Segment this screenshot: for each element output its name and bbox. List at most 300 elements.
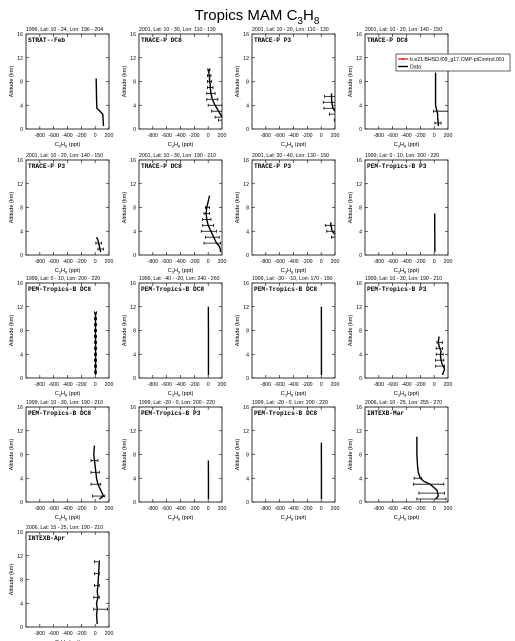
panel-header: 1999, Lat: -20 - 0, Lon: 200 - 220 <box>139 400 215 406</box>
x-tick-label: 0 <box>93 631 97 637</box>
y-tick-label: 12 <box>17 428 23 435</box>
panel-6 <box>122 153 226 275</box>
y-tick-label: 4 <box>246 352 249 359</box>
x-tick-label: -200 <box>76 506 87 512</box>
x-tick-label: -400 <box>62 382 73 388</box>
plot-frame <box>252 34 335 129</box>
plot-frame <box>26 160 109 255</box>
y-tick-label: 8 <box>246 79 249 86</box>
x-axis-label: $C_3H_8$ (ppt) <box>280 391 307 398</box>
y-axis-label: Altitude (km) <box>348 438 354 471</box>
x-tick-label: -400 <box>288 259 299 265</box>
x-axis-label: $C_3H_8$ (ppt) <box>54 142 81 149</box>
x-tick-label: 200 <box>104 631 114 637</box>
y-tick-label: 12 <box>17 304 23 311</box>
x-axis-label: $C_3H_8$ (ppt) <box>393 515 420 522</box>
plot-frame <box>252 283 335 378</box>
x-tick-label: -800 <box>260 382 272 388</box>
y-axis-label: Altitude (km) <box>348 191 354 224</box>
x-tick-label: -800 <box>34 133 46 139</box>
y-tick-label: 8 <box>20 328 23 335</box>
x-tick-label: 200 <box>330 133 340 139</box>
x-tick-label: -400 <box>175 506 186 512</box>
x-tick-label: -600 <box>387 382 398 388</box>
y-axis-label: Altitude (km) <box>9 563 15 596</box>
x-tick-label: -400 <box>175 259 186 265</box>
campaign-label: PEM-Tropics-B P3 <box>141 410 201 417</box>
y-tick-label: 16 <box>243 158 249 164</box>
campaign-label: TRACE-P DC8 <box>367 37 408 44</box>
y-tick-label: 0 <box>359 253 362 259</box>
x-tick-label: -400 <box>401 382 412 388</box>
x-axis-label: $C_3H_8$ (ppt) <box>167 391 194 398</box>
x-tick-label: -400 <box>288 133 299 139</box>
y-tick-label: 4 <box>20 229 23 236</box>
x-tick-label: 0 <box>319 382 323 388</box>
legend-model-label: b.e21.BHSD.f09_g17.CMP-piControl.001 <box>410 57 505 63</box>
panel-header: 1999, Lat: -20 - 0, Lon: 200 - 220 <box>252 400 328 406</box>
x-axis-label: $C_3H_8$ (ppt) <box>54 268 81 275</box>
y-tick-label: 8 <box>359 452 362 459</box>
legend-model-marker <box>402 58 404 60</box>
x-tick-label: -600 <box>161 382 172 388</box>
panel-14 <box>122 400 226 522</box>
x-tick-label: 0 <box>206 133 210 139</box>
y-tick-label: 12 <box>130 181 136 188</box>
plot-area <box>96 79 103 127</box>
campaign-label: TRACE-P P3 <box>254 37 292 44</box>
y-tick-label: 4 <box>246 229 249 236</box>
data-profile-line <box>417 437 438 499</box>
x-tick-label: 0 <box>432 133 436 139</box>
x-tick-label: 200 <box>330 382 340 388</box>
x-tick-label: -600 <box>48 259 59 265</box>
y-tick-label: 16 <box>17 281 23 287</box>
y-tick-label: 4 <box>133 476 136 483</box>
x-tick-label: -800 <box>373 133 385 139</box>
x-tick-label: 200 <box>104 259 114 265</box>
y-tick-label: 12 <box>243 181 249 188</box>
panel-17 <box>9 525 113 641</box>
campaign-label: PEM-Tropics-B P3 <box>367 286 427 293</box>
x-tick-label: -800 <box>373 382 385 388</box>
x-tick-label: -200 <box>415 259 426 265</box>
y-axis-label: Altitude (km) <box>122 438 128 471</box>
y-tick-label: 16 <box>130 32 136 38</box>
y-tick-label: 12 <box>17 553 23 560</box>
plot-area <box>436 336 445 375</box>
y-tick-label: 12 <box>130 428 136 435</box>
x-tick-label: 0 <box>93 133 97 139</box>
y-tick-label: 4 <box>133 103 136 110</box>
x-tick-label: -400 <box>62 631 73 637</box>
plot-frame <box>252 407 335 502</box>
x-tick-label: -800 <box>147 506 159 512</box>
plot-area <box>207 65 284 127</box>
x-tick-label: -600 <box>48 133 59 139</box>
y-tick-label: 12 <box>130 55 136 62</box>
y-tick-label: 8 <box>246 328 249 335</box>
plot-frame <box>365 407 448 502</box>
plot-frame <box>26 407 109 502</box>
y-tick-label: 12 <box>243 428 249 435</box>
panel-10 <box>122 276 226 398</box>
y-tick-label: 0 <box>246 127 249 133</box>
y-tick-label: 12 <box>243 304 249 311</box>
y-tick-label: 16 <box>130 158 136 164</box>
y-tick-label: 8 <box>20 205 23 212</box>
y-tick-label: 12 <box>243 55 249 62</box>
y-tick-label: 0 <box>246 253 249 259</box>
plot-area <box>433 73 449 126</box>
panel-13 <box>9 400 113 522</box>
x-tick-label: -200 <box>415 506 426 512</box>
plot-frame <box>365 283 448 378</box>
x-tick-label: -800 <box>34 506 46 512</box>
x-tick-label: -600 <box>274 506 285 512</box>
x-tick-label: -200 <box>189 506 200 512</box>
y-tick-label: 0 <box>133 253 136 259</box>
x-tick-label: 0 <box>432 382 436 388</box>
campaign-label: PEM-Tropics-B DC8 <box>141 286 205 293</box>
y-tick-label: 0 <box>246 500 249 506</box>
y-tick-label: 4 <box>133 229 136 236</box>
x-tick-label: 200 <box>104 133 114 139</box>
y-tick-label: 16 <box>130 405 136 411</box>
x-tick-label: 0 <box>206 259 210 265</box>
panel-3 <box>235 27 360 149</box>
y-tick-label: 8 <box>20 79 23 86</box>
y-tick-label: 0 <box>133 376 136 382</box>
x-tick-label: -800 <box>260 133 272 139</box>
x-tick-label: -800 <box>373 259 385 265</box>
x-tick-label: -400 <box>62 133 73 139</box>
x-tick-label: -200 <box>415 382 426 388</box>
x-axis-label: $C_3H_8$ (ppt) <box>280 142 307 149</box>
x-tick-label: -400 <box>401 259 412 265</box>
y-tick-label: 8 <box>133 205 136 212</box>
y-tick-label: 4 <box>20 352 23 359</box>
x-tick-label: -200 <box>76 631 87 637</box>
x-tick-label: -600 <box>274 382 285 388</box>
x-tick-label: 0 <box>432 506 436 512</box>
y-axis-label: Altitude (km) <box>235 314 241 347</box>
x-tick-label: -600 <box>161 133 172 139</box>
y-tick-label: 0 <box>20 500 23 506</box>
x-tick-label: -200 <box>302 133 313 139</box>
campaign-label: PEM-Tropics-B DC8 <box>254 286 318 293</box>
y-tick-label: 16 <box>243 281 249 287</box>
x-tick-label: -800 <box>147 382 159 388</box>
y-axis-label: Altitude (km) <box>9 191 15 224</box>
y-axis-label: Altitude (km) <box>235 191 241 224</box>
y-axis-label: Altitude (km) <box>9 314 15 347</box>
x-tick-label: 0 <box>93 506 97 512</box>
panel-15 <box>235 400 339 522</box>
x-tick-label: -600 <box>161 506 172 512</box>
x-tick-label: -200 <box>76 382 87 388</box>
panel-header: 2001, Lat: 10 - 20, Lon: 140 - 150 <box>26 153 104 159</box>
panel-8 <box>348 153 452 275</box>
x-tick-label: 0 <box>93 382 97 388</box>
x-tick-label: -200 <box>76 133 87 139</box>
x-tick-label: -400 <box>288 382 299 388</box>
panel-header: 1996, Lat: 10 - 24, Lon: 196 - 204 <box>26 27 104 33</box>
x-tick-label: -200 <box>76 259 87 265</box>
y-tick-label: 16 <box>17 32 23 38</box>
y-tick-label: 0 <box>20 625 23 631</box>
x-tick-label: 200 <box>443 506 453 512</box>
plot-area <box>96 237 104 252</box>
x-tick-label: -600 <box>274 133 285 139</box>
panel-header: 2001, Lat: 10 - 20, Lon: 140 - 150 <box>365 27 443 33</box>
y-axis-label: Altitude (km) <box>122 314 128 347</box>
x-tick-label: -400 <box>401 133 412 139</box>
campaign-label: INTEXB-Mar <box>367 410 405 417</box>
x-tick-label: -800 <box>373 506 385 512</box>
panel-4 <box>348 27 452 149</box>
y-tick-label: 4 <box>359 103 362 110</box>
x-tick-label: -200 <box>415 133 426 139</box>
y-tick-label: 4 <box>20 476 23 483</box>
x-tick-label: -600 <box>274 259 285 265</box>
y-tick-label: 12 <box>356 55 362 62</box>
x-tick-label: -600 <box>48 506 59 512</box>
x-tick-label: -400 <box>62 259 73 265</box>
plot-frame <box>252 160 335 255</box>
y-tick-label: 0 <box>359 500 362 506</box>
panel-1 <box>9 27 113 149</box>
x-tick-label: -400 <box>288 506 299 512</box>
y-tick-label: 4 <box>246 103 249 110</box>
x-axis-label: $C_3H_8$ (ppt) <box>167 268 194 275</box>
y-tick-label: 12 <box>356 428 362 435</box>
y-tick-label: 16 <box>243 32 249 38</box>
y-tick-label: 16 <box>356 405 362 411</box>
y-tick-label: 16 <box>17 405 23 411</box>
y-tick-label: 4 <box>359 352 362 359</box>
x-tick-label: 200 <box>217 382 227 388</box>
campaign-label: PEM-Tropics-B P3 <box>367 163 427 170</box>
y-tick-label: 8 <box>246 452 249 459</box>
x-tick-label: -600 <box>387 506 398 512</box>
x-tick-label: 200 <box>443 133 453 139</box>
x-tick-label: -200 <box>189 259 200 265</box>
y-tick-label: 0 <box>20 127 23 133</box>
plot-area <box>325 222 383 252</box>
y-tick-label: 8 <box>133 452 136 459</box>
y-axis-label: Altitude (km) <box>122 65 128 98</box>
x-tick-label: -200 <box>302 259 313 265</box>
y-tick-label: 4 <box>20 103 23 110</box>
x-tick-label: -600 <box>48 631 59 637</box>
x-tick-label: -200 <box>302 382 313 388</box>
y-tick-label: 8 <box>359 79 362 86</box>
x-tick-label: 0 <box>319 506 323 512</box>
plot-frame <box>365 160 448 255</box>
y-tick-label: 0 <box>133 127 136 133</box>
figure-title: Tropics MAM $C_3H_8$ <box>194 7 320 27</box>
x-tick-label: -800 <box>260 259 272 265</box>
y-axis-label: Altitude (km) <box>348 314 354 347</box>
x-tick-label: -800 <box>260 506 272 512</box>
y-tick-label: 16 <box>356 281 362 287</box>
y-tick-label: 12 <box>356 181 362 188</box>
y-tick-label: 8 <box>359 205 362 212</box>
y-tick-label: 8 <box>359 328 362 335</box>
x-tick-label: -400 <box>401 506 412 512</box>
panel-header: 1999, Lat: 10 - 30, Lon: 190 - 210 <box>365 276 443 282</box>
y-tick-label: 8 <box>133 79 136 86</box>
panel-header: 1999, Lat: 0 - 10, Lon: 200 - 220 <box>365 153 440 159</box>
plot-frame <box>139 283 222 378</box>
y-axis-label: Altitude (km) <box>122 191 128 224</box>
panel-header: 2001, Lat: 10 - 30, Lon: 110 - 130 <box>139 27 216 33</box>
x-axis-label: $C_3H_8$ (ppt) <box>280 268 307 275</box>
panel-12 <box>348 276 452 398</box>
y-tick-label: 12 <box>17 55 23 62</box>
y-tick-label: 16 <box>356 158 362 164</box>
y-tick-label: 0 <box>246 376 249 382</box>
x-tick-label: -400 <box>62 506 73 512</box>
x-tick-label: -800 <box>34 382 46 388</box>
x-axis-label: $C_3H_8$ (ppt) <box>393 391 420 398</box>
data-profile-line <box>436 73 439 126</box>
y-tick-label: 0 <box>133 500 136 506</box>
x-tick-label: 0 <box>206 506 210 512</box>
plot-area <box>91 446 105 499</box>
x-tick-label: -400 <box>175 382 186 388</box>
y-tick-label: 16 <box>17 530 23 536</box>
x-tick-label: 200 <box>217 259 227 265</box>
x-tick-label: 200 <box>330 259 340 265</box>
campaign-label: TRACE-P DC8 <box>141 37 182 44</box>
x-tick-label: -600 <box>387 133 398 139</box>
y-axis-label: Altitude (km) <box>9 438 15 471</box>
campaign-label: INTEXB-Apr <box>28 535 66 542</box>
legend-data-label: Data <box>410 64 421 71</box>
panel-header: 2006, Lat: 15 - 25, Lon: 190 - 210 <box>26 525 104 531</box>
x-tick-label: -800 <box>147 133 159 139</box>
panel-5 <box>9 153 113 275</box>
x-tick-label: -800 <box>34 259 46 265</box>
x-tick-label: 200 <box>104 506 114 512</box>
plot-area <box>94 560 108 624</box>
y-tick-label: 4 <box>133 352 136 359</box>
y-axis-label: Altitude (km) <box>348 65 354 98</box>
x-tick-label: -200 <box>189 382 200 388</box>
x-axis-label: $C_3H_8$ (ppt) <box>54 391 81 398</box>
y-tick-label: 0 <box>359 127 362 133</box>
panel-header: 2006, Lat: 10 - 25, Lon: 255 - 270 <box>365 400 443 406</box>
x-tick-label: 200 <box>443 382 453 388</box>
y-tick-label: 16 <box>243 405 249 411</box>
y-tick-label: 4 <box>20 601 23 608</box>
y-tick-label: 0 <box>20 253 23 259</box>
y-tick-label: 16 <box>130 281 136 287</box>
y-tick-label: 0 <box>359 376 362 382</box>
x-tick-label: 0 <box>432 259 436 265</box>
x-axis-label: $C_3H_8$ (ppt) <box>280 515 307 522</box>
x-tick-label: -800 <box>147 259 159 265</box>
plot-frame <box>139 407 222 502</box>
y-tick-label: 4 <box>359 476 362 483</box>
x-tick-label: 200 <box>330 506 340 512</box>
x-tick-label: -200 <box>302 506 313 512</box>
y-tick-label: 8 <box>20 452 23 459</box>
x-tick-label: -600 <box>161 259 172 265</box>
panel-header: 1999, Lat: 0 - 10, Lon: 200 - 220 <box>26 276 101 282</box>
y-tick-label: 4 <box>246 476 249 483</box>
data-profile-line <box>209 70 257 126</box>
plot-area <box>323 93 360 127</box>
panel-11 <box>235 276 339 398</box>
data-profile-line <box>97 237 101 252</box>
x-tick-label: 0 <box>319 133 323 139</box>
campaign-label: TRACE-P P3 <box>254 163 292 170</box>
y-tick-label: 16 <box>17 158 23 164</box>
panel-header: 1999, Lat: -30 - -10, Lon: 170 - 190 <box>252 276 333 282</box>
x-axis-label: $C_3H_8$ (ppt) <box>54 515 81 522</box>
y-axis-label: Altitude (km) <box>9 65 15 98</box>
x-axis-label: $C_3H_8$ (ppt) <box>167 142 194 149</box>
x-axis-label: $C_3H_8$ (ppt) <box>393 142 420 149</box>
y-tick-label: 16 <box>356 32 362 38</box>
x-tick-label: -800 <box>34 631 46 637</box>
panel-header: 2001, Lat: 10 - 20, Lon: 110 - 130 <box>252 27 329 33</box>
panel-header: 2001, Lat: 10 - 30, Lon: 190 - 210 <box>139 153 217 159</box>
y-tick-label: 12 <box>356 304 362 311</box>
data-profile-line <box>96 79 103 127</box>
panel-header: 2001, Lat: 20 - 40, Lon: 130 - 150 <box>252 153 330 159</box>
legend <box>396 54 510 71</box>
x-axis-label: $C_3H_8$ (ppt) <box>393 268 420 275</box>
x-tick-label: 200 <box>104 382 114 388</box>
y-tick-label: 8 <box>246 205 249 212</box>
x-tick-label: 200 <box>217 133 227 139</box>
y-tick-label: 8 <box>133 328 136 335</box>
x-tick-label: -400 <box>175 133 186 139</box>
panel-9 <box>9 276 113 398</box>
x-tick-label: -600 <box>387 259 398 265</box>
panel-16 <box>348 400 452 522</box>
x-tick-label: -600 <box>48 382 59 388</box>
x-tick-label: -200 <box>189 133 200 139</box>
x-tick-label: 200 <box>443 259 453 265</box>
x-tick-label: 0 <box>93 259 97 265</box>
campaign-label: TRACE-P DC8 <box>141 163 182 170</box>
panel-header: 1999, Lat: -40 - -20, Lon: 240 - 260 <box>139 276 220 282</box>
plot-area <box>201 196 220 252</box>
x-axis-label: $C_3H_8$ (ppt) <box>167 515 194 522</box>
campaign-label: STRAT--Feb <box>28 37 66 44</box>
panel-header: 1999, Lat: 10 - 30, Lon: 190 - 210 <box>26 400 104 406</box>
campaign-label: PEM-Tropics-B DC8 <box>254 410 318 417</box>
y-tick-label: 8 <box>20 577 23 584</box>
plot-area <box>413 437 446 501</box>
x-tick-label: 0 <box>319 259 323 265</box>
y-tick-label: 12 <box>17 181 23 188</box>
data-profile-line <box>97 562 100 624</box>
y-axis-label: Altitude (km) <box>235 65 241 98</box>
campaign-label: PEM-Tropics-B DC8 <box>28 286 92 293</box>
x-tick-label: 200 <box>217 506 227 512</box>
x-tick-label: 0 <box>206 382 210 388</box>
campaign-label: TRACE-P P3 <box>28 163 66 170</box>
plot-area <box>94 311 96 375</box>
y-tick-label: 4 <box>359 229 362 236</box>
y-tick-label: 0 <box>20 376 23 382</box>
